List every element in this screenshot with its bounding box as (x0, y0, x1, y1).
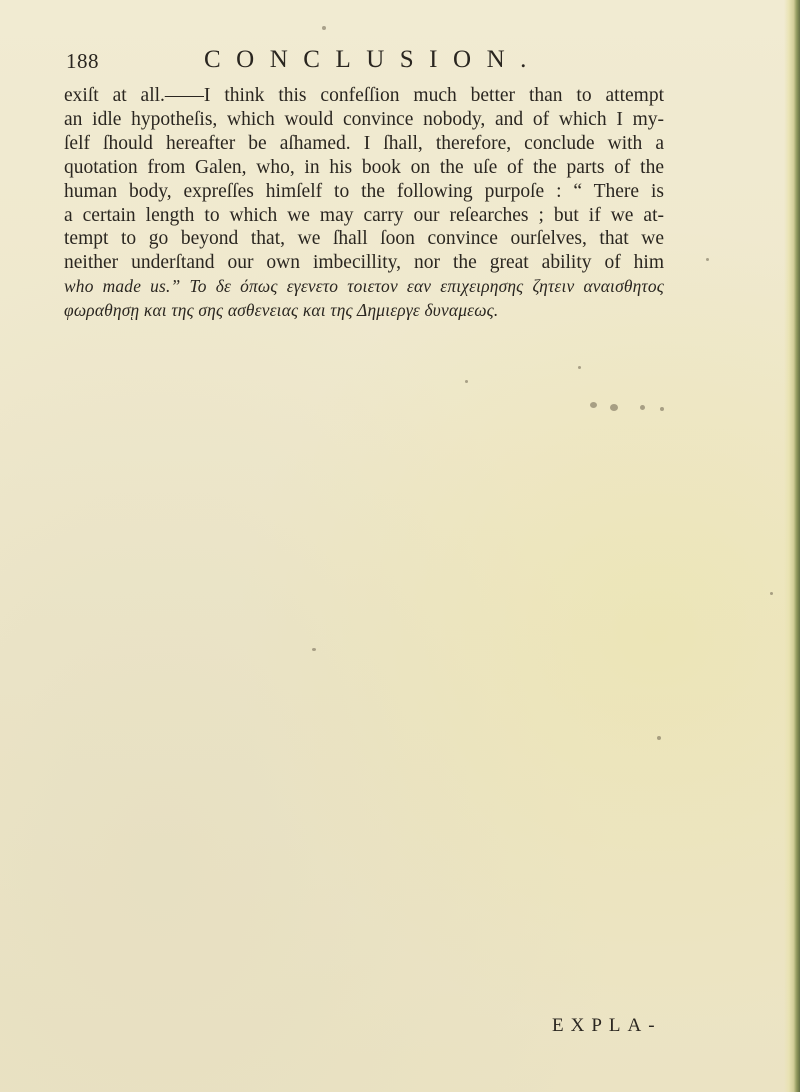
text-line: neither underſtand our own imbecillity, nor the great ability of him (64, 252, 664, 274)
text-line: ſelf ſhould hereafter be aſhamed. I ſhall, therefore, conclude with a (64, 132, 664, 154)
catchword: EXPLA- (552, 1015, 662, 1036)
text-line: human body, expreſſes himſelf to the following purpoſe : “ There is (64, 180, 664, 202)
foxing-speck (660, 407, 664, 411)
text-line: quotation from Galen, who, in his book on the uſe of the parts of the (64, 156, 664, 178)
foxing-speck (657, 736, 661, 740)
text-line: a certain length to which we may carry our reſearches ; but if we at- (64, 204, 664, 226)
foxing-speck (610, 404, 618, 411)
foxing-speck (322, 26, 326, 30)
text-line: tempt to go beyond that, we ſhall ſoon convince ourſelves, that we (64, 228, 664, 250)
text-line: exiſt at all.——I think this confeſſion much better than to attempt (64, 85, 664, 106)
running-header (66, 46, 706, 78)
page-number: 188 (66, 49, 99, 73)
foxing-speck (312, 648, 316, 651)
foxing-speck (640, 405, 645, 410)
greek-quotation-line: who made us.” Το δε όπως εγενετο τοιετον εαν επιχειρησης ζητειν αναισθητος (64, 276, 664, 297)
text-line: an idle hypotheſis, which would convince nobody, and of which I my- (64, 108, 664, 130)
foxing-speck (578, 366, 581, 369)
body-paragraph (64, 84, 664, 323)
foxing-speck (465, 380, 468, 383)
greek-quotation-line: φωραθησῃ και της σης ασθενειας και της Δημιεργε δυναμεως. (64, 300, 499, 321)
page-edge-shadow (784, 0, 800, 1092)
running-head-title: CONCLUSION. (204, 46, 542, 73)
foxing-speck (706, 258, 709, 261)
foxing-speck (770, 592, 773, 595)
foxing-speck (590, 402, 597, 408)
